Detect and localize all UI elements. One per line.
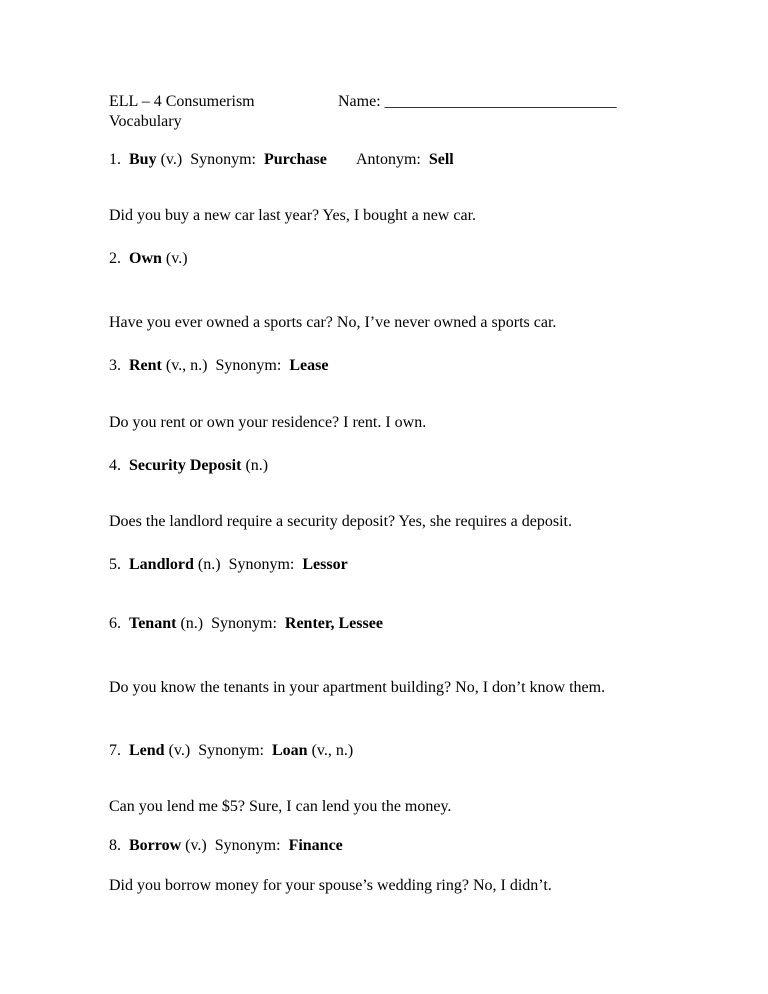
vocab-word: Landlord xyxy=(129,556,194,573)
vocab-item-1 xyxy=(109,150,454,170)
course-title-line2: Vocabulary xyxy=(109,113,182,130)
item-number: 7. xyxy=(109,742,121,759)
example-text: Do you know the tenants in your apartment building? No, I don’t know them. xyxy=(109,679,606,696)
course-title xyxy=(109,92,255,112)
vocab-item-4 xyxy=(109,456,268,476)
synonym: Lessor xyxy=(302,556,348,573)
example-sentence-3 xyxy=(109,413,426,433)
example-sentence-8 xyxy=(109,876,552,896)
vocab-word: Lend xyxy=(129,742,165,759)
item-number: 5. xyxy=(109,556,121,573)
vocab-word: Borrow xyxy=(129,837,182,854)
antonym-label: Antonym: xyxy=(355,151,421,168)
example-sentence-1 xyxy=(109,206,476,226)
part-of-speech: (n.) xyxy=(197,556,221,573)
part-of-speech: (n.) xyxy=(180,615,204,632)
synonym: Renter, Lessee xyxy=(284,615,383,632)
name-field[interactable] xyxy=(338,92,617,112)
vocab-item-5 xyxy=(109,555,348,575)
vocab-word: Own xyxy=(129,250,162,267)
synonym: Loan xyxy=(272,742,308,759)
item-number: 4. xyxy=(109,457,121,474)
name-label: Name: _____________________________ xyxy=(338,93,617,110)
synonym-label: Synonym: xyxy=(228,556,295,573)
example-sentence-2 xyxy=(109,313,556,333)
example-sentence-7 xyxy=(109,797,451,817)
vocab-word: Tenant xyxy=(129,615,177,632)
synonym-part-of-speech: (v., n.) xyxy=(311,742,354,759)
vocab-word: Rent xyxy=(129,357,162,374)
synonym-label: Synonym: xyxy=(190,151,256,168)
example-sentence-6 xyxy=(109,678,649,698)
part-of-speech: (v.) xyxy=(160,151,183,168)
vocab-item-8 xyxy=(109,836,343,856)
item-number: 6. xyxy=(109,615,121,632)
vocab-item-2 xyxy=(109,249,188,269)
course-title-line1: ELL – 4 Consumerism xyxy=(109,93,255,110)
synonym-label: Synonym: xyxy=(211,615,277,632)
example-text: Does the landlord require a security deposit? Yes, she requires a deposit. xyxy=(109,513,572,530)
synonym: Lease xyxy=(289,357,329,374)
item-number: 3. xyxy=(109,357,121,374)
example-text: Did you buy a new car last year? Yes, I bought a new car. xyxy=(109,207,477,224)
example-sentence-4 xyxy=(109,512,572,532)
vocab-item-3 xyxy=(109,356,328,376)
synonym-label: Synonym: xyxy=(215,357,282,374)
vocab-item-6 xyxy=(109,614,383,634)
part-of-speech: (v.) xyxy=(185,837,207,854)
example-text: Did you borrow money for your spouse’s wedding ring? No, I didn’t. xyxy=(109,877,552,894)
part-of-speech: (v.) xyxy=(165,250,188,267)
synonym-label: Synonym: xyxy=(214,837,281,854)
example-text: Have you ever owned a sports car? No, I’ve never owned a sports car. xyxy=(109,314,557,331)
vocab-word: Buy xyxy=(129,151,157,168)
vocab-word: Security Deposit xyxy=(129,457,242,474)
course-subtitle xyxy=(109,112,182,132)
vocab-item-7 xyxy=(109,741,353,761)
synonym-label: Synonym: xyxy=(198,742,264,759)
antonym: Sell xyxy=(428,151,454,168)
part-of-speech: (n.) xyxy=(245,457,269,474)
synonym: Finance xyxy=(288,837,343,854)
part-of-speech: (v., n.) xyxy=(165,357,208,374)
item-number: 2. xyxy=(109,250,121,267)
example-text: Do you rent or own your residence? I rent. I own. xyxy=(109,414,427,431)
synonym: Purchase xyxy=(264,151,327,168)
part-of-speech: (v.) xyxy=(168,742,191,759)
item-number: 8. xyxy=(109,837,121,854)
item-number: 1. xyxy=(109,151,121,168)
example-text: Can you lend me $5? Sure, I can lend you the money. xyxy=(109,798,452,815)
